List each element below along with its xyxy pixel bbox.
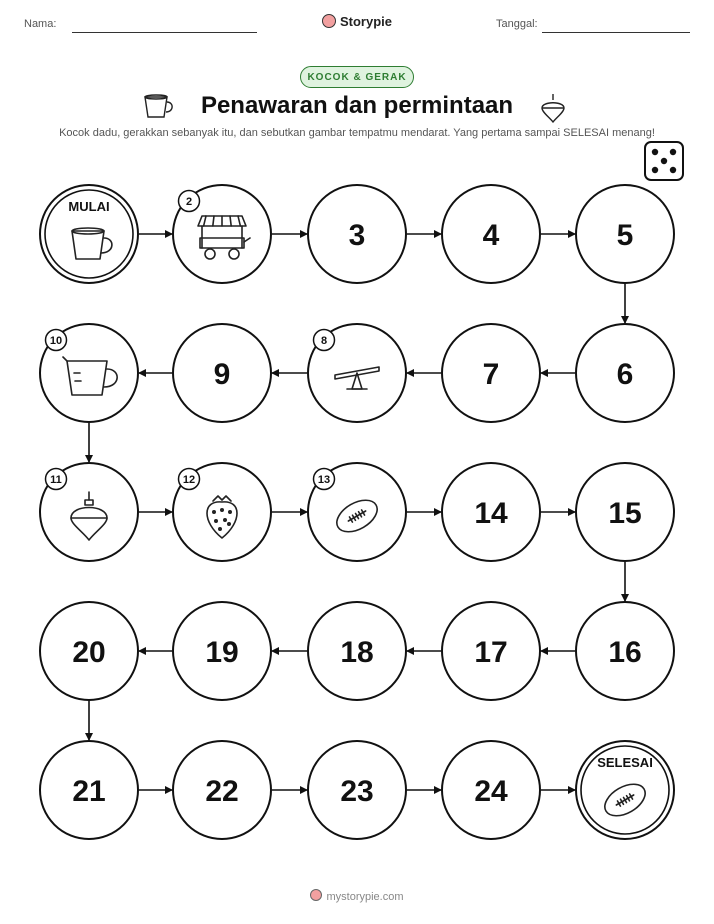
space-number: 7 — [482, 358, 500, 391]
space-number: 4 — [482, 219, 500, 252]
space-number-label: 13 — [317, 474, 331, 486]
space-number: 9 — [213, 358, 231, 391]
name-label: Nama: — [24, 18, 57, 30]
board-space-12 — [173, 463, 271, 561]
space-number: 17 — [474, 636, 508, 669]
board-space-11 — [40, 463, 138, 561]
board-space-21 — [40, 741, 138, 839]
space-number-label: 8 — [320, 335, 328, 347]
board-space-18 — [308, 602, 406, 700]
space-number: 14 — [474, 497, 508, 530]
board-space-16 — [576, 602, 674, 700]
footer-url: mystorypie.com — [326, 891, 404, 903]
space-number-label: 10 — [49, 335, 63, 347]
board-space-15 — [576, 463, 674, 561]
board-space-13 — [308, 463, 406, 561]
title-cup-icon — [145, 95, 172, 117]
footer — [0, 889, 714, 903]
title-spinning-top-icon — [542, 94, 564, 122]
brand-name: Storypie — [339, 14, 392, 29]
board-space-20 — [40, 602, 138, 700]
board-space-19 — [173, 602, 271, 700]
board-space-6 — [576, 324, 674, 422]
space-number-label: 12 — [182, 474, 196, 486]
board-space-4 — [442, 185, 540, 283]
space-number: 16 — [608, 636, 642, 669]
date-label: Tanggal: — [496, 18, 538, 30]
space-number: 20 — [72, 636, 106, 669]
start-label: MULAI — [68, 199, 110, 214]
board-space-8 — [308, 324, 406, 422]
board-space-5 — [576, 185, 674, 283]
board-space-1 — [40, 185, 138, 283]
board-space-25 — [576, 741, 674, 839]
board-space-23 — [308, 741, 406, 839]
space-number: 6 — [616, 358, 634, 391]
board-space-14 — [442, 463, 540, 561]
page-title: Penawaran dan permintaan — [200, 92, 514, 119]
space-number: 22 — [205, 775, 239, 808]
board-space-17 — [442, 602, 540, 700]
space-number: 21 — [72, 775, 106, 808]
space-number: 3 — [348, 219, 366, 252]
board-space-7 — [442, 324, 540, 422]
space-number-label: 11 — [50, 474, 62, 486]
board-space-2 — [173, 185, 271, 283]
dice-icon — [645, 142, 683, 180]
space-number-label: 2 — [185, 196, 193, 208]
board-space-9 — [173, 324, 271, 422]
space-number: 15 — [608, 497, 642, 530]
space-number: 24 — [474, 775, 508, 808]
space-number: 19 — [205, 636, 239, 669]
finish-label: SELESAI — [597, 755, 653, 770]
space-number: 23 — [340, 775, 374, 808]
space-number: 5 — [616, 219, 634, 252]
instructions: Kocok dadu, gerakkan sebanyak itu, dan sebutkan gambar tempatmu mendarat. Yang pertama sampai SELESAI menang! — [59, 127, 655, 139]
footer-logo-icon — [310, 889, 322, 901]
board-space-10 — [40, 324, 138, 422]
board-space-22 — [173, 741, 271, 839]
board-space-24 — [442, 741, 540, 839]
category-badge: KOCOK & GERAK — [300, 66, 414, 88]
space-number: 18 — [340, 636, 374, 669]
board-space-3 — [308, 185, 406, 283]
